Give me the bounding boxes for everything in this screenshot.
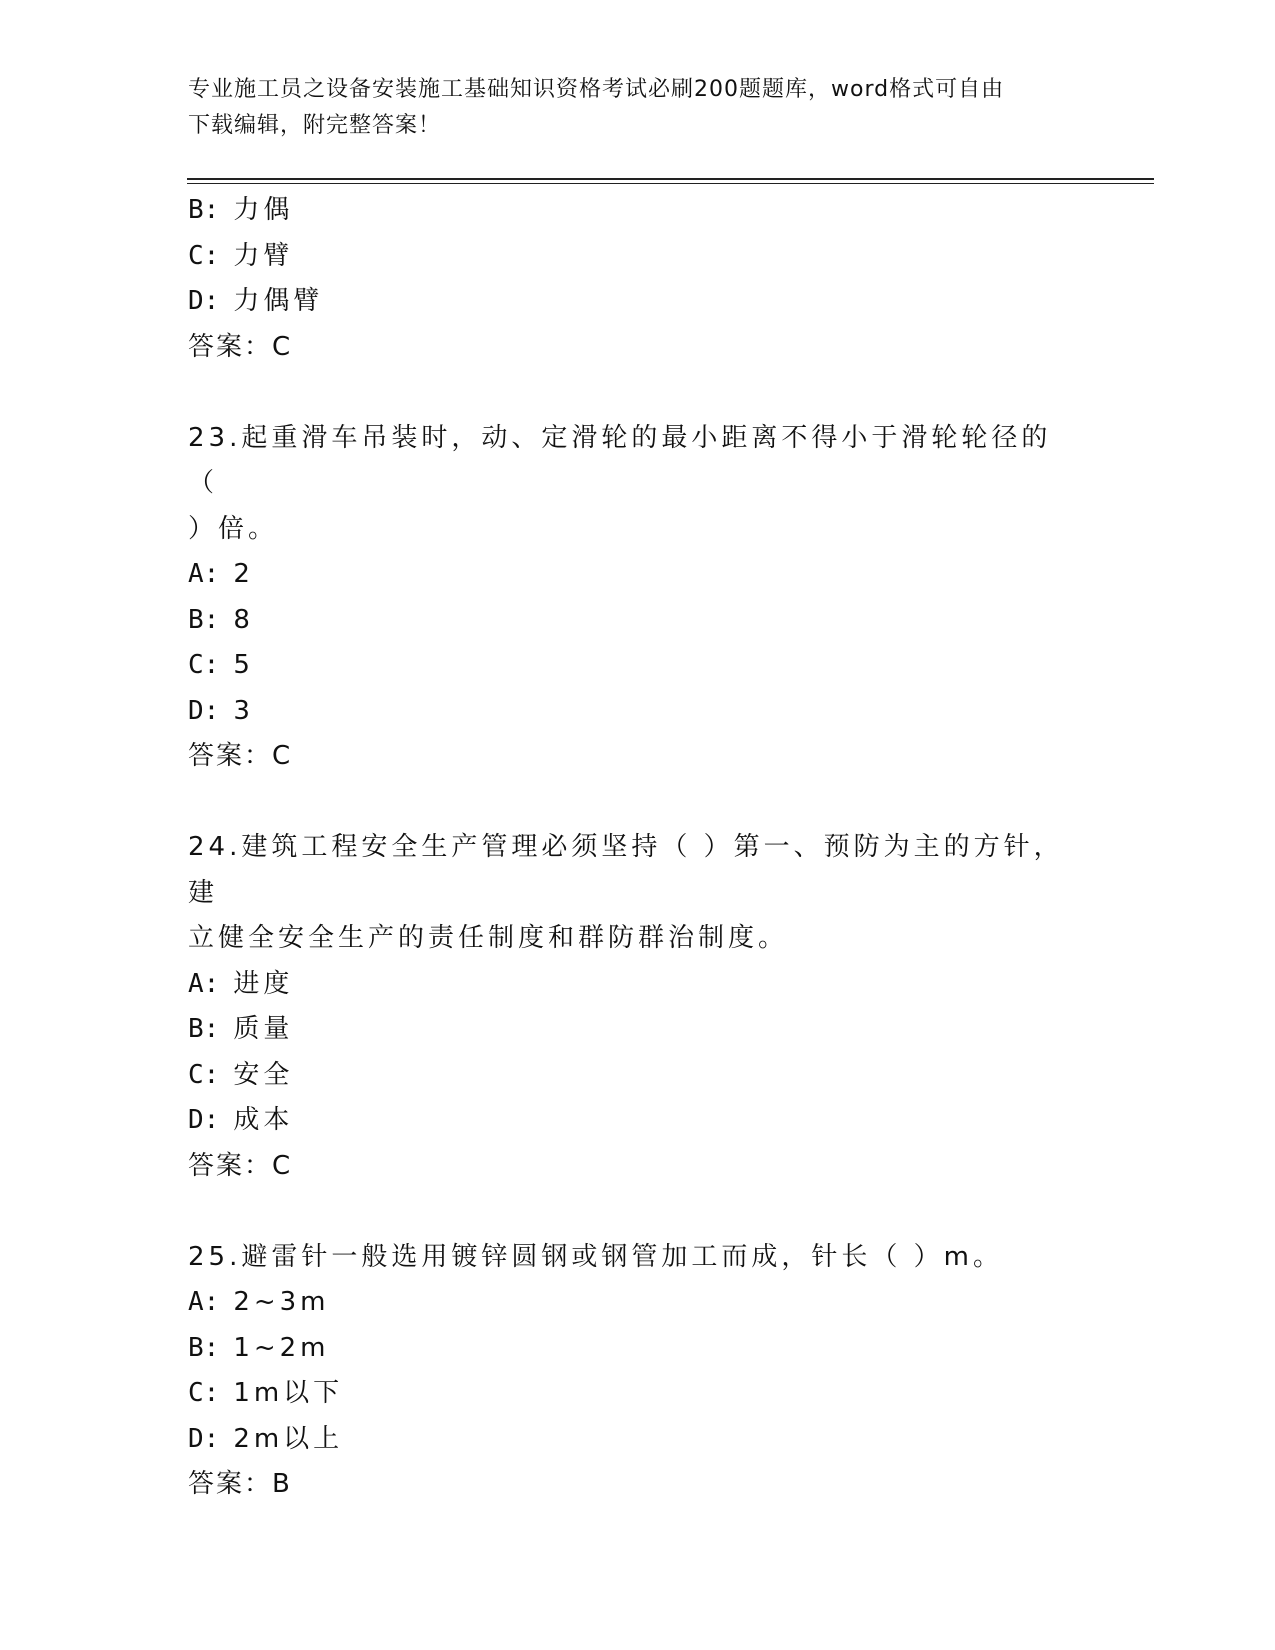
option-text: 1~2m	[233, 1332, 330, 1363]
question-25	[188, 1235, 1068, 1508]
option-b: B: 质量	[188, 1014, 294, 1044]
header-line-2: 下载编辑，附完整答案！	[188, 113, 442, 138]
question-23	[188, 416, 1068, 780]
answer: 答案：C	[188, 1150, 293, 1181]
question-title-line-2: 立健全安全生产的责任制度和群防群治制度。	[188, 923, 789, 953]
option-c: C: 1m以下	[188, 1378, 344, 1408]
question-title-line-1: 25.避雷针一般选用镀锌圆钢或钢管加工而成，针长（ ）m。	[188, 1241, 1003, 1272]
option-d: D: 3	[188, 695, 254, 726]
page-header	[188, 72, 1068, 144]
option-d: D: 2m以上	[188, 1423, 344, 1454]
option-b: B: 力偶	[188, 195, 294, 225]
option-d: D: 力偶臂	[188, 286, 324, 316]
question-title-line-2: ）倍。	[188, 513, 279, 544]
question-list	[188, 188, 1068, 1508]
option-c: C: 力臂	[188, 240, 294, 271]
option-text: 力臂	[233, 240, 294, 271]
option-text: 3	[233, 695, 254, 726]
option-text: 安全	[233, 1059, 294, 1090]
option-text: 5	[233, 650, 254, 680]
option-a: A: 进度	[188, 968, 294, 999]
option-c: C: 5	[188, 650, 254, 680]
question-title-line-1: 24.建筑工程安全生产管理必须坚持（ ）第一、预防为主的方针，建	[188, 832, 1064, 908]
header-divider-thick	[187, 178, 1154, 180]
answer: 答案：B	[188, 1469, 292, 1499]
option-text: 2	[233, 559, 254, 589]
option-text: 2~3m	[233, 1287, 330, 1317]
question-title-line-1: 23.起重滑车吊装时，动、定滑轮的最小距离不得小于滑轮轮径的（	[188, 422, 1052, 498]
option-text: 8	[233, 604, 254, 635]
option-text: 质量	[233, 1014, 294, 1044]
option-text: 力偶	[233, 195, 294, 225]
option-text: 力偶臂	[233, 286, 324, 316]
question-24	[188, 825, 1068, 1189]
option-text: 进度	[233, 968, 294, 999]
option-text: 1m以下	[233, 1378, 344, 1408]
header-divider-thin	[187, 183, 1154, 184]
option-d: D: 成本	[188, 1105, 294, 1135]
option-text: 成本	[233, 1105, 294, 1135]
option-a: A: 2	[188, 559, 254, 589]
option-b: B: 8	[188, 604, 254, 635]
option-b: B: 1~2m	[188, 1332, 330, 1363]
answer: 答案：C	[188, 741, 293, 771]
header-line-1: 专业施工员之设备安装施工基础知识资格考试必刷200题题库，word格式可自由	[188, 77, 1005, 102]
answer: 答案：C	[188, 331, 293, 362]
option-a: A: 2~3m	[188, 1287, 330, 1317]
option-text: 2m以上	[233, 1423, 344, 1454]
question-22	[188, 188, 1068, 370]
option-c: C: 安全	[188, 1059, 294, 1090]
